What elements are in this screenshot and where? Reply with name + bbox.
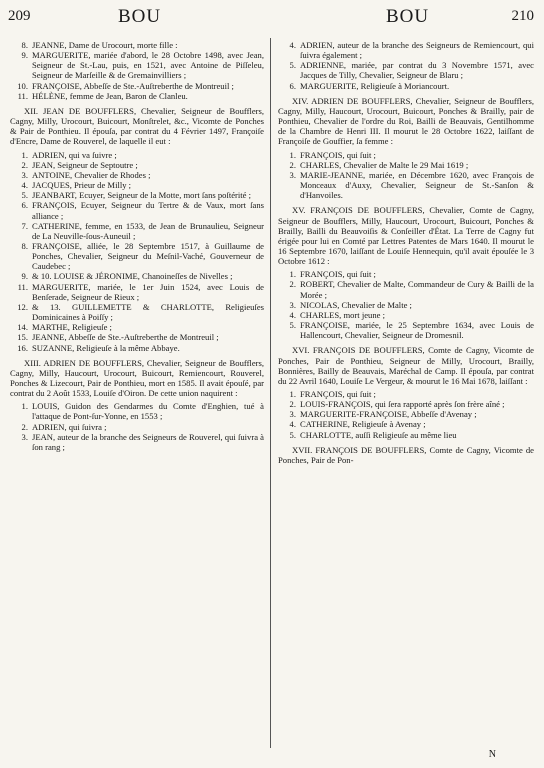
list-item (10, 91, 264, 101)
list-item (10, 200, 264, 220)
list-item-number: 7. (21, 220, 28, 231)
list-item-text: JEANBART, Ecuyer, Seigneur de la Motte, mort ſans poſtérité ; (32, 190, 252, 201)
list-item-text: ADRIEN, auteur de la branche des Seigneurs de Remiencourt, qui ſuivra également ; (300, 40, 534, 61)
page-number-left: 209 (8, 8, 31, 24)
list-item-number: 3. (289, 299, 296, 310)
column-divider (270, 38, 271, 748)
list-item-number: 1. (21, 401, 28, 412)
list-item (10, 282, 264, 302)
list-item-text: ADRIEN, qui ſuivra ; (32, 421, 107, 432)
list-item-number: 8. (21, 40, 28, 50)
list-item-number: 5. (21, 190, 28, 201)
list-item-number: 1. (289, 269, 296, 280)
list-item-number: 1. (21, 149, 28, 160)
list-item (278, 269, 534, 279)
list-item-text: FRANÇOIS, qui ſuit ; (300, 389, 376, 399)
list-item-number: 4. (289, 419, 296, 430)
page-header (0, 8, 544, 30)
list-item-text: MARTHE, Religieuſe ; (32, 322, 112, 333)
list-item-text: LOUIS-FRANÇOIS, qui ſera rapporté après ſon frère aîné ; (300, 399, 505, 410)
list-item-number: 4. (289, 309, 296, 320)
list-item-text: ADRIEN, qui va ſuivre ; (32, 149, 117, 160)
list-item (10, 180, 264, 190)
list-item (278, 150, 534, 160)
list-item (278, 160, 534, 170)
list-item-text: CHARLES, Chevalier de Malte le 29 Mai 1619 ; (300, 159, 469, 170)
list-item-text: MARGUERITE, mariée, le 1er Juin 1524, avec Louis de Benſerade, Seigneur de Rieux ; (32, 281, 264, 302)
list-item (10, 221, 264, 241)
list-item-text: MARIE-JEANNE, mariée, en Décembre 1620, avec François de Monceaux d'Auxy, Chevalier, Seigneur de St.-Sanſon & d'Hanvoiles. (300, 169, 534, 201)
list-item-number: 2. (289, 279, 296, 290)
list-item-number: 6. (21, 200, 28, 211)
list-item (10, 271, 264, 281)
list-item (278, 399, 534, 409)
list-item (278, 310, 534, 320)
list-item-number: 2. (289, 399, 296, 410)
left-column (10, 40, 264, 452)
list-item-number: 5. (289, 429, 296, 440)
list-item-number: 8. (21, 240, 28, 251)
list-item-number: 11. (17, 281, 28, 292)
list-item-text: FRANÇOIS, qui ſuit ; (300, 269, 376, 280)
list-item (10, 160, 264, 170)
list-item (10, 40, 264, 50)
list-item (278, 389, 534, 399)
list-item (10, 50, 264, 80)
list-item-number: 1. (289, 149, 296, 160)
list-item-text: MARGUERITE, Religieuſe à Moriancourt. (300, 80, 450, 91)
list-item (278, 409, 534, 419)
list-item-number: 5. (289, 320, 296, 331)
list-item-number: 3. (289, 169, 296, 180)
list-item-text: CHARLES, mort jeune ; (300, 309, 385, 320)
list-item-number: 16. (17, 342, 28, 353)
list-item (278, 279, 534, 299)
list-item-number: 6. (289, 80, 296, 91)
list-item-text: ROBERT, Chevalier de Malte, Commandeur de Cury & Bailli de la Morée ; (300, 279, 534, 300)
genealogy-entry: XIV. ADRIEN DE BOUFFLERS, Chevalier, Seigneur de Boufflers, Cagny, Milly, Haucourt, Urocourt, Buicourt, Ponches & Brailly, pair de Ponthieu, Chevalier de l'ordre du Roi, Bailli de Beauvais, Gentilhomme de la Chambre de Henri III. Il mourut le 28 Octobre 1622, laiſſant de Françoiſe de Gouffier, ſa femme : (278, 95, 534, 147)
list-item-number: 1. (289, 389, 296, 399)
list-item-text: JEANNE, Abbeſſe de Ste.-Auſtreberthe de Montreuil ; (32, 332, 219, 343)
list-item-text: NICOLAS, Chevalier de Malte ; (300, 299, 412, 310)
list-item-number: 2. (289, 159, 296, 170)
list-item-text: FRANÇOISE, Abbeſſe de Ste.-Auſtreberthe de Montreuil ; (32, 80, 234, 91)
list-item (278, 300, 534, 310)
list-item (10, 241, 264, 271)
list-item (278, 430, 534, 440)
list-item-number: 3. (21, 431, 28, 442)
list-item (10, 302, 264, 322)
list-item-text: ADRIENNE, mariée, par contrat du 3 Novembre 1571, avec Jacques de Tilly, Chevalier, Seigneur de Blaru ; (300, 60, 534, 81)
list-item (10, 332, 264, 342)
list-item-text: LOUIS, Guidon des Gendarmes du Comte d'Enghien, tué à l'attaque de Pont-ſur-Yonne, en 1553 ; (32, 401, 264, 422)
list-item-number: 9. (21, 50, 28, 61)
list-item (10, 343, 264, 353)
right-column (278, 40, 534, 468)
page-number-right: 210 (511, 8, 534, 24)
list-item-text: SUZANNE, Religieuſe à la même Abbaye. (32, 342, 180, 353)
list-item-text: & 10. LOUISE & JÉRONIME, Chanoineſſes de Nivelles ; (32, 271, 233, 282)
list-item (10, 432, 264, 452)
list-item (278, 81, 534, 91)
list-item-number: 2. (21, 159, 28, 170)
list-item-number: 2. (21, 421, 28, 432)
list-item (278, 419, 534, 429)
list-item-text: FRANÇOISE, alliée, le 28 Septembre 1517, à Guillaume de Ponches, Chevalier, Seigneur du Meſnil-Vaché, Gouverneur de Caudebec ; (32, 240, 264, 272)
list-item-text: MARGUERITE, mariée d'abord, le 28 Octobre 1498, avec Jean, Seigneur de St.-Lau, puis, en 1521, avec Antoine de Piſſeleu, Seigneur de Marſeille & de Gremainvilliers ; (32, 50, 264, 81)
list-item-text: & 13. GUILLEMETTE & CHARLOTTE, Religieuſes Dominicaines à Poiſſy ; (32, 301, 264, 323)
list-item-number: 4. (289, 40, 296, 50)
list-item-text: JEAN, Seigneur de Septoutre ; (32, 159, 138, 170)
list-item (278, 170, 534, 200)
list-item-number: 11. (17, 90, 28, 101)
genealogy-entry: XVII. FRANÇOIS DE BOUFFLERS, Comte de Cagny, Vicomte de Ponches, Pair de Pon- (278, 444, 534, 465)
genealogy-entry: XII. JEAN DE BOUFFLERS, Chevalier, Seigneur de Boufflers, Cagny, Milly, Urocourt, Buicourt, Monſtrelet, &c., Vicomte de Ponches & Pair de Ponthieu. Il épouſa, par contrat du 4 Février 1497, Françoiſe d'Encre, Dame de Rouverel, de laquelle il eut : (10, 105, 264, 147)
genealogy-entry: XIII. ADRIEN DE BOUFFLERS, Chevalier, Seigneur de Boufflers, Cagny, Milly, Haucourt, Urocourt, Buicourt, Remiencourt, Rouverel, Ponches & Lizecourt, Pair de Ponthieu, mort en 1585. Il avait épouſé, par contrat du 2 Août 1533, Louiſe d'Oiron. De cette union naquirent : (10, 357, 264, 399)
list-item (10, 401, 264, 421)
list-item-number: 4. (21, 180, 28, 191)
list-item-text: CHARLOTTE, auſſi Religieuſe au même lieu (300, 429, 457, 440)
list-item (10, 150, 264, 160)
list-item-text: FRANÇOIS, qui ſuit ; (300, 149, 376, 160)
genealogy-entry: XV. FRANÇOIS DE BOUFFLERS, Chevalier, Comte de Cagny, Seigneur de Boufflers, Milly, Haucourt, Urocourt, Buicourt, Ponches & Brailly, Bailli du Beauvoiſis & Conſeiller d'État. La Terre de Cagny fut érigée pour lui en Comté par Lettres Patentes de Mars 1640. Il mourut le 16 Septembre 1670, laiſſant de Louiſe Hennequin, qu'il avait épouſée le 3 Octobre 1612 : (278, 205, 534, 267)
genealogy-entry: XVI. FRANÇOIS DE BOUFFLERS, Comte de Cagny, Vicomte de Ponches, Pair de Ponthieu, Seigneur de Milly, Urocourt, Brailly, Bonnières, Bailly de Beauvais, Maréchal de Camp. Il épouſa, par contrat du 22 Avril 1640, Louiſe Le Vergeur, & mourut le 16 Mai 1678, laiſſant : (278, 345, 534, 386)
list-item-text: ANTOINE, Chevalier de Rhodes ; (32, 169, 151, 180)
list-item-text: HÉLÈNE, femme de Jean, Baron de Clanleu. (32, 90, 188, 101)
list-item-number: 14. (17, 322, 28, 333)
list-item (278, 60, 534, 80)
list-item (278, 320, 534, 340)
list-item-text: JEANNE, Dame de Urocourt, morte fille : (32, 40, 178, 50)
list-item-number: 3. (289, 409, 296, 420)
list-item (10, 81, 264, 91)
list-item (278, 40, 534, 60)
list-item-number: 15. (17, 332, 28, 343)
list-item (10, 170, 264, 180)
list-item-text: CATHERINE, Religieuſe à Avenay ; (300, 419, 426, 430)
running-head-left: BOU (118, 6, 162, 27)
list-item (10, 190, 264, 200)
list-item-number: 5. (289, 60, 296, 71)
running-head-right: BOU (386, 6, 430, 27)
list-item-text: FRANÇOISE, mariée, le 25 Septembre 1634, avec Louis de Hallencourt, Chevalier, Seigneur de Dromesnil. (300, 320, 534, 341)
list-item-text: FRANÇOIS, Ecuyer, Seigneur du Tertre & de Vaux, mort ſans alliance ; (32, 200, 264, 221)
list-item-number: 9. (21, 271, 28, 282)
list-item-number: 10. (17, 80, 28, 91)
catchword: N (488, 749, 496, 760)
list-item-text: MARGUERITE-FRANÇOISE, Abbeſſe d'Avenay ; (300, 409, 477, 420)
list-item (10, 422, 264, 432)
list-item-text: JEAN, auteur de la branche des Seigneurs de Rouverel, qui ſuivra à ſon rang ; (32, 431, 264, 452)
list-item (10, 322, 264, 332)
list-item-text: CATHERINE, femme, en 1533, de Jean de Brunaulieu, Seigneur de La Neuville-ſous-Auneuil ; (32, 220, 264, 241)
list-item-number: 12. (17, 301, 28, 312)
list-item-number: 3. (21, 169, 28, 180)
list-item-text: JACQUES, Prieur de Milly ; (32, 180, 132, 191)
